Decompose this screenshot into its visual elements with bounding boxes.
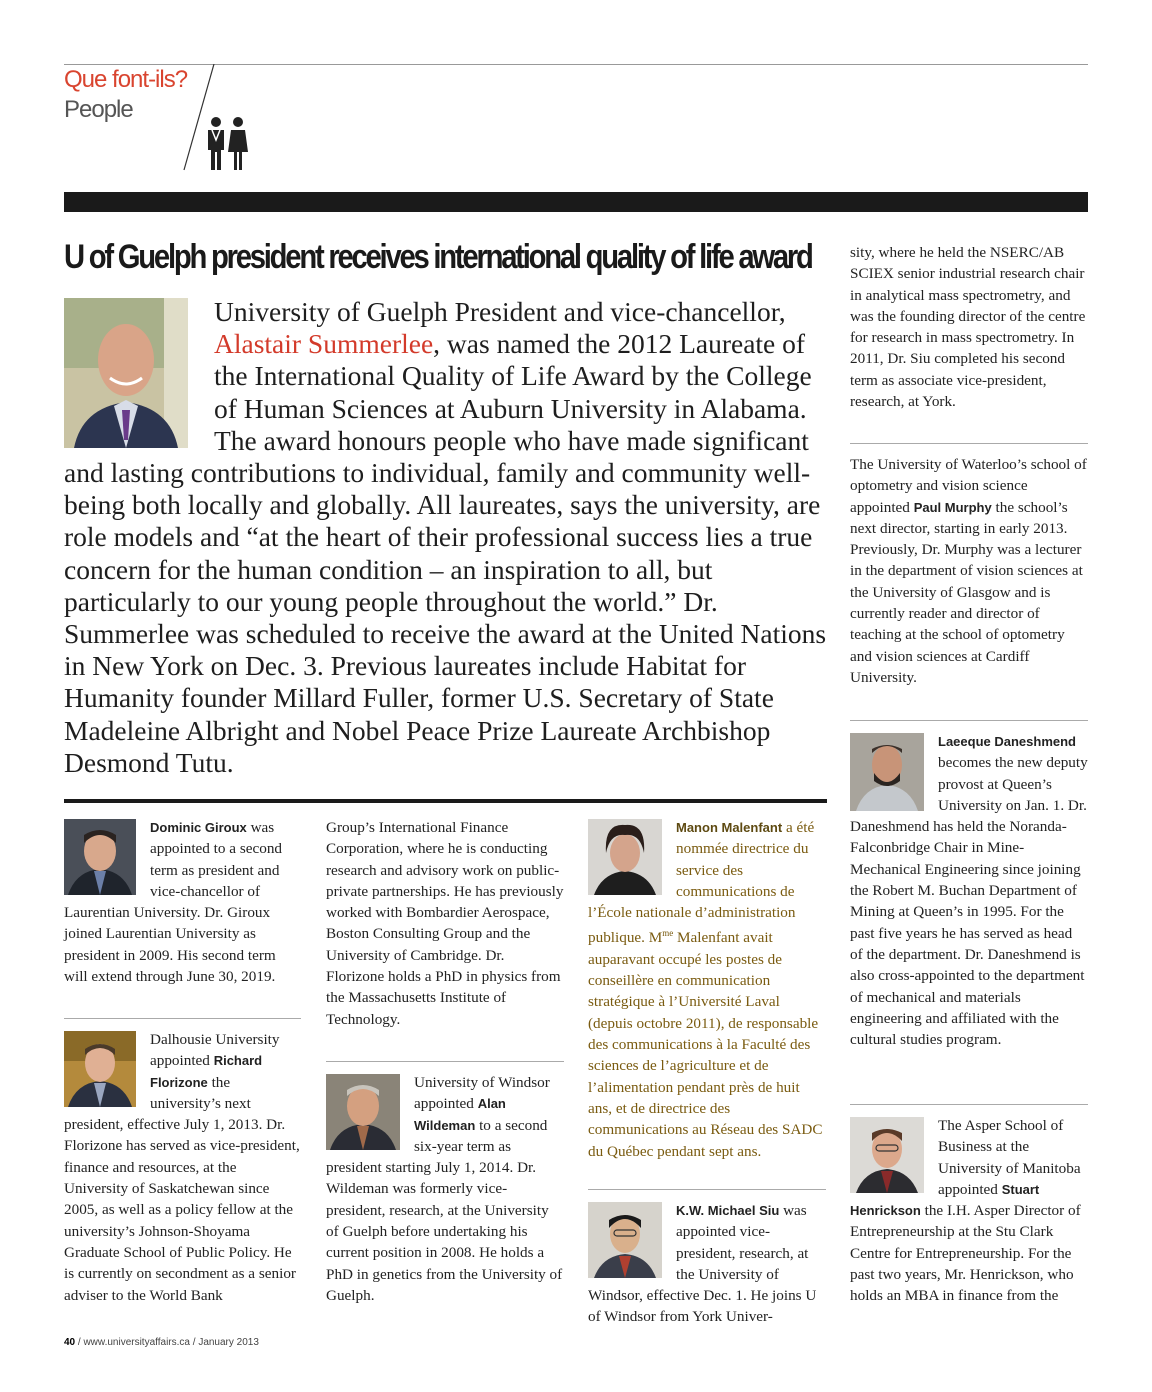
henrickson-pre: The Asper School of Business at the University of Manitoba appointed: [938, 1117, 1081, 1198]
murphy-name: Paul Murphy: [913, 499, 992, 515]
siu-text: was appointed vice-president, research, at the University of Windsor, effective Dec. 1. He joins U of Windsor from York Univer-: [588, 1202, 817, 1326]
page-number: 40: [64, 1337, 76, 1348]
daneshmend-text: becomes the new deputy provost at Queen’s University on Jan. 1. Dr. Daneshmend has held the Noranda-Falconbridge Chair in Mine-Mechanical Engineering since joining the Robert M. Buchan Department of Mining at Queen’s in 1995. For the past five years he has served as head of the department. Dr. Daneshmend is also cross-appointed to the department of mechanical and materials engineering and affiliated with the cultural studies program.: [850, 754, 1088, 1049]
divider-c4b: [850, 720, 1088, 721]
divider-c1: [64, 1018, 301, 1019]
lead-text-start: University of Guelph President and vice-chancellor,: [214, 296, 786, 327]
item-siu: [588, 1200, 826, 1328]
giroux-name: Dominic Giroux: [150, 820, 247, 835]
murphy-pre: The University of Waterloo’s school of optometry and vision science appointed: [850, 456, 1087, 516]
divider-c2: [326, 1061, 564, 1062]
mid-rule: [64, 799, 827, 803]
section-label-en: People: [64, 96, 133, 123]
wildeman-photo: [326, 1074, 400, 1150]
giroux-photo: [64, 819, 136, 895]
malenfant-photo: [588, 819, 662, 895]
lead-person-name: Alastair Summerlee: [214, 328, 434, 360]
footer-text: / www.universityaffairs.ca / January 2013: [75, 1337, 259, 1348]
florizone-pre: Dalhousie University appointed: [150, 1031, 280, 1070]
henrickson-photo: [850, 1117, 924, 1193]
item-florizone: [64, 1029, 301, 1306]
florizone-name: Richard Florizone: [150, 1053, 263, 1090]
summerlee-photo: [64, 298, 188, 448]
section-bar: [64, 192, 1088, 212]
item-murphy: [850, 454, 1088, 688]
item-henrickson: [850, 1115, 1088, 1307]
item-wildeman: [326, 1072, 564, 1306]
divider-c4c: [850, 1104, 1088, 1105]
lead-text-rest: , was named the 2012 Laureate of the International Quality of Life Award by the College of Human Sciences at Auburn University in Alabama. The award honours people who have made significant and lasting contributions to individual, family and community well-being both locally and globally. All laureates, says the university, are role models and “at the heart of their professional success lies a true concern for the human condition – an inspiration to all, but particularly to our young people throughout the world.” Dr. Summerlee was scheduled to receive the award at the United Nations in New York on Dec. 3. Previous laureates include Habitat for Humanity founder Millard Fuller, former U.S. Secretary of State Madeleine Albright and Nobel Peace Prize Laureate Archbishop Desmond Tutu.: [64, 328, 827, 778]
malenfant-text-b: Malenfant avait auparavant occupé les postes de conseillère en communication stratégique à l’Université Laval (depuis octobre 2011), de responsable des communications à la Faculté des sciences de l’agriculture et de l’alimentation pendant près de huit ans, et de directrice des communications au Réseau des SADC du Québec pendant sept ans.: [588, 929, 823, 1160]
daneshmend-name: Laeeque Daneshmend: [938, 734, 1076, 749]
item-giroux: [64, 817, 301, 987]
item-malenfant: [588, 817, 826, 1162]
siu-continued: sity, where he held the NSERC/AB SCIEX senior industrial research chair in analytical mass spectrometry, and was the founding director of the centre for research in mass spectrometry. In 2011, Dr. Siu completed his second term as associate vice-president, research, at York.: [850, 244, 1086, 411]
florizone-continued: Group’s International Finance Corporation, where he is conducting research and advisory work on public-private partnerships. He has previously worked with Bombardier Aerospace, Boston Consulting Group and the University of Cambridge. Dr. Florizone holds a PhD in physics from the Massachusetts Institute of Technology.: [326, 819, 564, 1028]
divider-c4a: [850, 443, 1088, 444]
item-daneshmend: [850, 731, 1088, 1050]
daneshmend-photo: [850, 733, 924, 811]
divider-c3: [588, 1189, 826, 1190]
wildeman-pre: University of Windsor appointed: [414, 1074, 550, 1113]
malenfant-text-a: a été nommée directrice du service des communications de l’École nationale d’administration publique. M: [588, 819, 815, 947]
giroux-text: was appointed to a second term as president and vice-chancellor of Laurentian University. Dr. Giroux joined Laurentian University as president in 2009. His second term will extend through June 30, 2019.: [64, 819, 283, 986]
henrickson-name: Stuart Henrickson: [850, 1181, 1040, 1219]
henrickson-text: the I.H. Asper Director of Entrepreneurship at the Stu Clark Centre for Entrepreneurship. For the past two years, Mr. Henrickson, who holds an MBA in finance from the: [850, 1202, 1081, 1305]
people-icon: [204, 116, 250, 172]
murphy-text: the school’s next director, starting in early 2013. Previously, Dr. Murphy was a lecturer in the department of vision sciences at the University of Glasgow and is currently reader and director of teaching at the school of optometry and vision sciences at Cardiff University.: [850, 498, 1083, 686]
florizone-text: the university’s next president, effective July 1, 2013. Dr. Florizone has served as vice-president, finance and resources, at the University of Saskatchewan since 2005, as well as a policy fellow at the university’s Johnson-Shoyama Graduate School of Public Policy. He is currently on secondment as a senior adviser to the World Bank: [64, 1073, 300, 1304]
florizone-photo: [64, 1031, 136, 1107]
malenfant-name: Manon Malenfant: [676, 820, 783, 835]
malenfant-sup: me: [662, 928, 674, 939]
page-footer: [64, 1337, 259, 1348]
wildeman-text: to a second six-year term as president starting July 1, 2014. Dr. Wildeman was formerly vice-president, research, at the University of Guelph before undertaking his current position in 2008. He holds a PhD in genetics from the University of Guelph.: [326, 1116, 563, 1304]
section-label-fr: Que font-ils?: [64, 66, 188, 93]
wildeman-name: Alan Wildeman: [414, 1096, 506, 1133]
siu-name: K.W. Michael Siu: [676, 1203, 780, 1218]
lead-article: [64, 296, 828, 779]
siu-photo: [588, 1202, 662, 1278]
headline: U of Guelph president receives international quality of life award: [64, 238, 812, 276]
